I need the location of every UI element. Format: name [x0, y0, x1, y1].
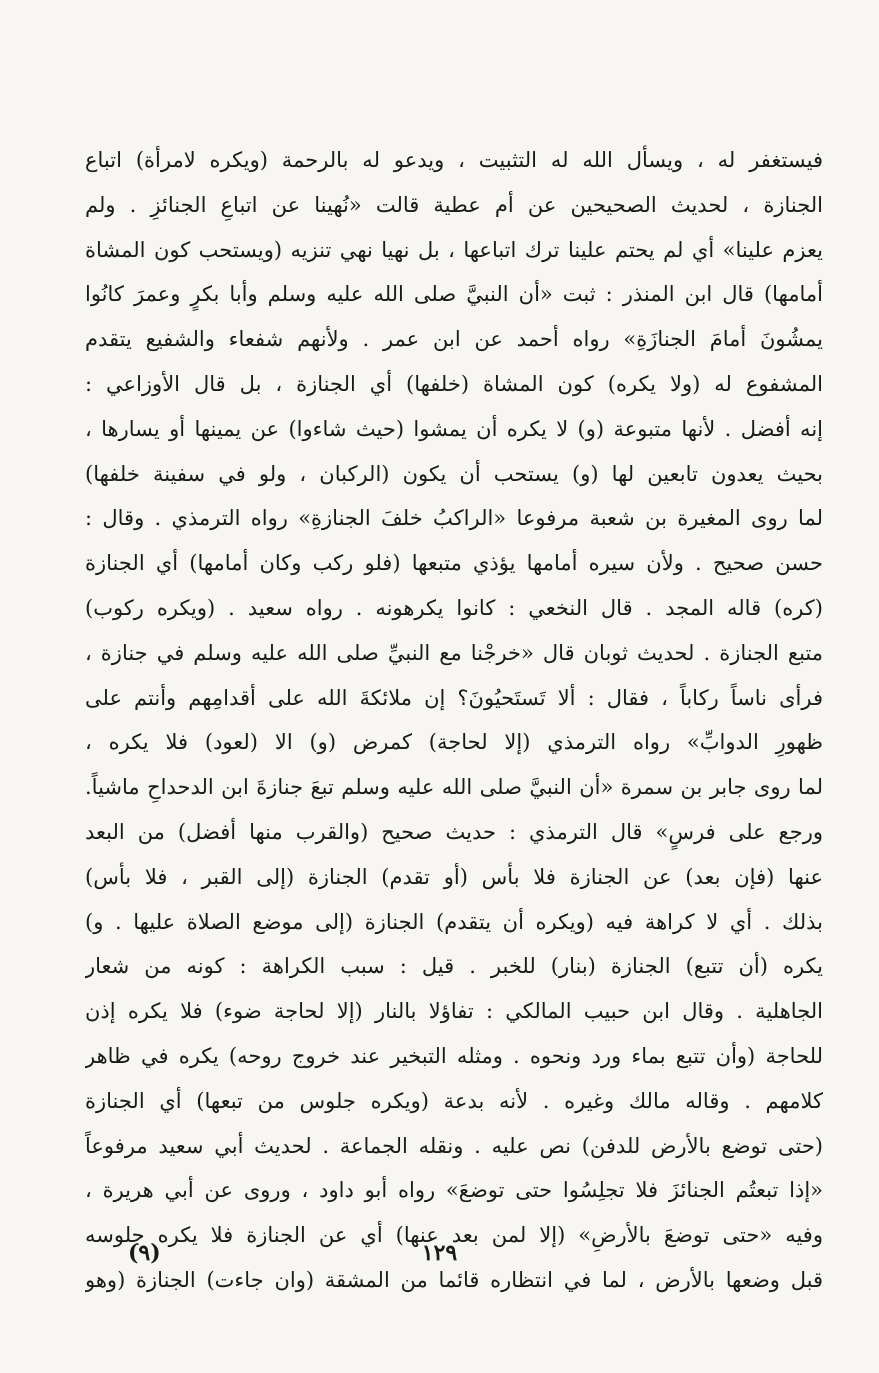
- text-line: فرأى ناساً ركاباً ، فقال : ألا تَستَحيُونَ؟ إن ملائكةَ الله على أقدامِهم وأنتم على: [85, 685, 823, 710]
- text-line: إنه أفضل . لأنها متبوعة (و) لا يكره أن يمشوا (حيث شاءوا) عن يمينها أو يسارها ،: [85, 416, 823, 441]
- text-line: بذلك . أي لا كراهة فيه (ويكره أن يتقدم) الجنازة (إلى موضع الصلاة عليها . و): [85, 909, 823, 934]
- text-line: يعزم علينا» أي لم يحتم علينا ترك اتباعها ، بل نهيا نهي تنزيه (ويستحب كون المشاة: [85, 237, 823, 262]
- text-line: يكره (أن تتبع) الجنازة (بنار) للخبر . قيل : سبب الكراهة : كونه من شعار: [85, 954, 823, 979]
- text-line: ظهورِ الدوابِّ» رواه الترمذي (إلا لحاجة) كمرض (و) الا (لعود) فلا يكره ،: [85, 730, 823, 755]
- text-line: فيستغفر له ، ويسأل الله له التثبيت ، ويدعو له بالرحمة (ويكره لامرأة) اتباع: [85, 148, 823, 172]
- signature-mark: (٩): [128, 1240, 161, 1266]
- text-line: الجاهلية . وقال ابن حبيب المالكي : تفاؤلا بالنار (إلا لحاجة ضوء) فلا يكره إذن: [85, 999, 823, 1024]
- text-line: وفيه «حتى توضعَ بالأرضِ» (إلا لمن بعد عنها) أي عن الجنازة فلا يكره جلوسه: [85, 1223, 823, 1248]
- text-line: حسن صحيح . ولأن سيره أمامها يؤذي متبعها (فلو ركب وكان أمامها) أي الجنازة: [85, 551, 823, 576]
- page-footer: [0, 1240, 879, 1280]
- text-line: (حتى توضع بالأرض للدفن) نص عليه . ونقله الجماعة . لحديث أبي سعيد مرفوعاً: [85, 1133, 823, 1158]
- text-line: لما روى المغيرة بن شعبة مرفوعا «الراكبُ خلفَ الجنازةِ» رواه الترمذي . وقال :: [85, 506, 823, 531]
- page-number: ١٢٩: [421, 1240, 458, 1266]
- body-text: [85, 138, 823, 1303]
- text-line: لما روى جابر بن سمرة «أن النبيَّ صلى الله عليه وسلم تبعَ جنازةَ ابن الدحداحِ ماشياً.: [85, 775, 823, 800]
- text-line: «إذا تبعتُم الجنائزَ فلا تجلِسُوا حتى توضعَ» رواه أبو داود ، وروى عن أبي هريرة ،: [85, 1178, 823, 1203]
- text-line: متبع الجنازة . لحديث ثوبان قال «خرجْنا مع النبيِّ صلى الله عليه وسلم في جنازة ،: [85, 640, 823, 665]
- text-line: كلامهم . وقاله مالك وغيره . لأنه بدعة (ويكره جلوس من تبعها) أي الجنازة: [85, 1088, 823, 1113]
- text-line: للحاجة (وأن تتبع بماء ورد ونحوه . ومثله التبخير عند خروج روحه) يكره في ظاهر: [85, 1043, 823, 1068]
- text-line: المشفوع له (ولا يكره) كون المشاة (خلفها) أي الجنازة ، بل قال الأوزاعي :: [85, 371, 823, 396]
- text-line: الجنازة ، لحديث الصحيحين عن أم عطية قالت «نُهينا عن اتباعِ الجنائزِ . ولم: [85, 192, 823, 217]
- text-line: (كره) قاله المجد . قال النخعي : كانوا يكرهونه . رواه سعيد . (ويكره ركوب): [85, 595, 823, 620]
- text-line: بحيث يعدون تابعين لها (و) يستحب أن يكون (الركبان ، ولو في سفينة خلفها): [85, 461, 823, 486]
- text-line: قبل وضعها بالأرض ، لما في انتظاره قائما من المشقة (وان جاءت) الجنازة (وهو: [85, 1267, 823, 1292]
- text-line: عنها (فإن بعد) عن الجنازة فلا بأس (أو تقدم) الجنازة (إلى القبر ، فلا بأس): [85, 864, 823, 889]
- text-line: ورجع على فرسٍ» قال الترمذي : حديث صحيح (والقرب منها أفضل) من البعد: [85, 819, 823, 844]
- text-line: يمشُونَ أمامَ الجنازَةِ» رواه أحمد عن ابن عمر . ولأنهم شفعاء والشفيع يتقدم: [85, 327, 823, 352]
- text-line: أمامها) قال ابن المنذر : ثبت «أن النبيَّ صلى الله عليه وسلم وأبا بكرٍ وعمرَ كانُوا: [85, 282, 823, 307]
